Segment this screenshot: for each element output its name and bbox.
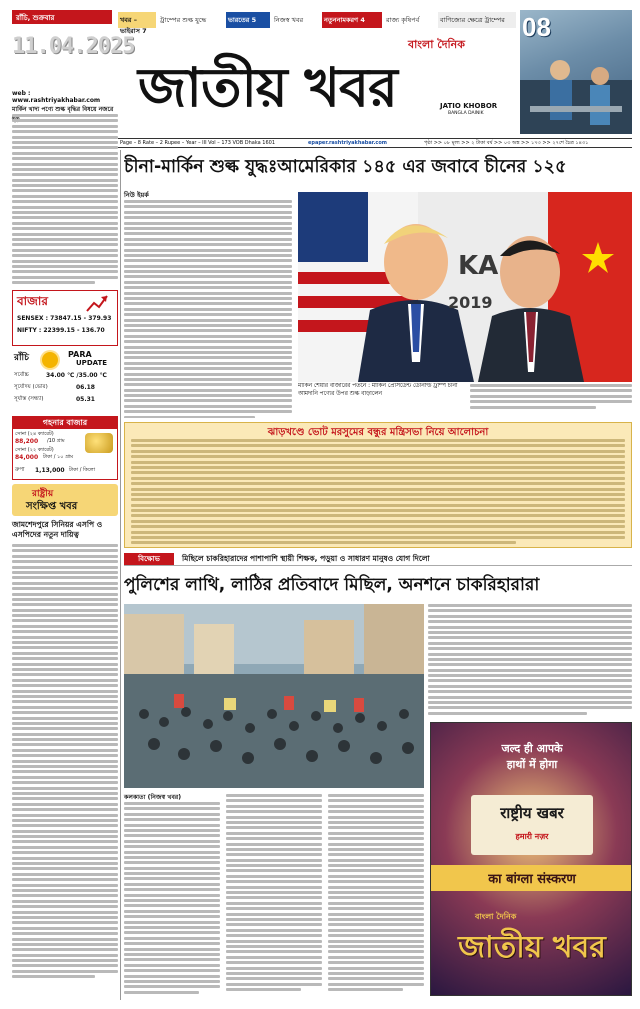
- lead-photo-caption: মার্কিন শেয়ার বাজারের পতনে : মার্কিন প্রেসিডেন্ট ডোনাল্ড ট্রাম্প চীনা আমদানি পণ্যের উপর শুল্ক বাড়ালেন: [298, 383, 458, 397]
- teaser-7[interactable]: বাণিজ্যের ক্ষেত্রে ট্রাম্পের: [438, 12, 516, 28]
- short-news-header: [12, 484, 118, 516]
- info-bar: [118, 138, 632, 148]
- epaper-link[interactable]: epaper.rashtriyakhabar.com: [308, 140, 388, 146]
- sunset-value: 05.31: [76, 396, 95, 403]
- short-news-title: রাষ্ট্রীয়: [32, 489, 54, 499]
- protest-photo: [124, 604, 424, 788]
- weather-update-label: UPDATE: [76, 359, 108, 367]
- ad-tagline: हमारी नज़र: [515, 832, 549, 841]
- gold-coins-icon: [85, 433, 113, 453]
- gold-24-value: 88,200: [15, 438, 39, 445]
- issue-line: পৃষ্ঠা >> ০৮ মূল্য >> ২ টাকা বর্ষ >> ০৩ অঙ্ক >> ১৭৩ >> ২৭শে চৈত্র ১৪৩১: [424, 140, 589, 146]
- weather-max: 34.00 ℃ /35.00 ℃: [46, 372, 107, 379]
- silver-value: 1,13,000: [35, 467, 65, 474]
- ad-top-line2: हाथों में होगा: [506, 758, 558, 771]
- gold-24-label: সোনা (২৪ ক্যারেট): [15, 431, 54, 437]
- feature-body: [131, 439, 625, 545]
- feature-title: ঝাড়খণ্ডে ভোট মরসুমের বন্ধুর মন্ত্রিসভা নিয়ে আলোচনা: [267, 427, 489, 438]
- masthead-english: JATIO KHOBOR: [440, 102, 498, 110]
- ad-edition-banner: [431, 865, 632, 891]
- lead-body: [124, 200, 292, 418]
- photo-backdrop-letters: KA: [458, 251, 499, 281]
- left-top-story-body: [12, 114, 118, 289]
- teaser-4[interactable]: নিজস্ব খবর: [274, 16, 304, 24]
- teacher-body-col2: [226, 794, 322, 996]
- weather-box: [12, 350, 118, 414]
- silver-unit: টাকা / কিলো: [69, 467, 96, 473]
- left-column: [12, 104, 118, 996]
- web-address[interactable]: web : www.rashtriyakhabar.com: [12, 90, 101, 104]
- gold-22-label: সোনা (২২ ক্যারেট): [15, 447, 54, 453]
- ad-brand-panel: [471, 795, 593, 855]
- gold-22-value: 84,000: [15, 454, 39, 461]
- day-label: রাঁচি, শুক্রবার: [12, 10, 112, 24]
- ad-box[interactable]: [430, 722, 632, 996]
- ad-top-line1: जल्द ही आपके: [501, 742, 563, 755]
- weather-max-label: সর্বোচ্চ: [14, 372, 29, 378]
- protest-crowd-illustration: [124, 604, 424, 788]
- ad-logo: জাতীয় খবর: [458, 930, 606, 965]
- teacher-kicker: মিছিলে চাকরিহারাদের পাশাপাশি স্থায়ী শিক্ষক, পড়ুয়া ও সাধারণ মানুষও যোগ দিলো: [182, 554, 430, 563]
- page-number: 08: [522, 12, 551, 42]
- info-bar-meta: Page – 8 Rate – 2 Rupee – Year – III Vol – 173 VOB Dhaka 1601: [120, 140, 276, 146]
- weather-para-label: PARA: [68, 350, 92, 359]
- teacher-dateline: কলকাতা (নিজস্ব খবর): [124, 794, 182, 801]
- short-news-sub: সংক্ষিপ্ত খবর: [26, 501, 78, 512]
- teacher-kicker-bar: [124, 552, 632, 566]
- teaser-6[interactable]: রাজ্য কৃষিপর্ব: [386, 16, 420, 24]
- sunrise-value: 06.18: [76, 384, 95, 391]
- feature-box: [124, 422, 632, 548]
- teaser-3[interactable]: ভারতের 5: [226, 12, 270, 28]
- gold-market-box: [12, 416, 118, 480]
- teacher-body-col3: [328, 794, 424, 996]
- top-right-photo: [520, 10, 632, 134]
- sunrise-label: সূর্যোদয় (ভোর): [14, 384, 48, 390]
- silver-label: রুপা: [15, 467, 25, 473]
- sunset-label: সূর্যাস্ত (সন্ধ্যা): [14, 396, 44, 402]
- teaser-1[interactable]: খবর – ভাইরাস 7: [118, 12, 156, 28]
- teaser-5[interactable]: নতুননামকরণ 4: [322, 12, 382, 28]
- masthead-english-sub: BANGLA DAINIK: [448, 111, 484, 116]
- sensex-value: SENSEX : 73847.15 - 379.93: [17, 315, 112, 322]
- teacher-tag: বিক্ষোভ: [124, 553, 174, 565]
- lead-headline: চীনা-মার্কিন শুল্ক যুদ্ধঃআমেরিকার ১৪৫ এর জবাবে চীনের ১২৫: [124, 157, 567, 177]
- gold-24-unit: /10 গ্রাম: [47, 438, 65, 444]
- masthead-title: জাতীয় খবর: [138, 55, 397, 119]
- gold-22-unit: টাকা / ১০ গ্রাম: [43, 454, 74, 460]
- masthead-subtitle: বাংলা দৈনিক: [408, 38, 465, 51]
- short-news-headline: জামশেদপুরে সিনিয়র এসপি ও এসপিদের নতুন দায়িত্ব: [12, 520, 103, 539]
- lead-photo: [298, 192, 632, 382]
- ad-bangla-edition: का बांग्ला संस्करण: [488, 872, 576, 887]
- teacher-headline: পুলিশের লাথি, লাঠির প্রতিবাদে মিছিল, অনশনে চাকরিহারারা: [124, 575, 540, 595]
- short-news-body: [12, 544, 118, 994]
- sun-icon: [42, 352, 58, 368]
- teaser-strip: [118, 10, 516, 35]
- weather-city: রাঁচি: [14, 353, 29, 363]
- nifty-value: NIFTY : 22399.15 - 136.70: [17, 327, 105, 334]
- teaser-2[interactable]: ট্রাম্পের শুল্ক যুদ্ধে: [160, 16, 207, 24]
- bazar-title: বাজার: [17, 294, 48, 308]
- lead-dateline: নিউ ইয়র্ক: [124, 191, 149, 199]
- ad-dainik: বাংলা দৈনিক: [475, 912, 517, 921]
- date-value: 11.04.2025: [12, 34, 135, 59]
- bazar-box: [12, 290, 118, 346]
- left-top-story-head: মার্কিন খাদ্য পণ্যে শুল্ক বৃদ্ধির বিষয়ে নজরে: [12, 106, 114, 113]
- masthead: [118, 32, 516, 136]
- photo-backdrop-year: 2019: [448, 293, 493, 312]
- teacher-body-right: [428, 604, 632, 718]
- lead-body-right: [470, 384, 632, 420]
- ad-brand: राष्ट्रीय खबर: [500, 804, 564, 822]
- trend-chart-icon: [85, 293, 109, 313]
- gold-market-title: গহনার বাজার: [13, 417, 117, 429]
- trump-xi-illustration: [298, 192, 632, 382]
- teacher-body-col1: [124, 802, 220, 996]
- column-divider: [120, 150, 121, 1000]
